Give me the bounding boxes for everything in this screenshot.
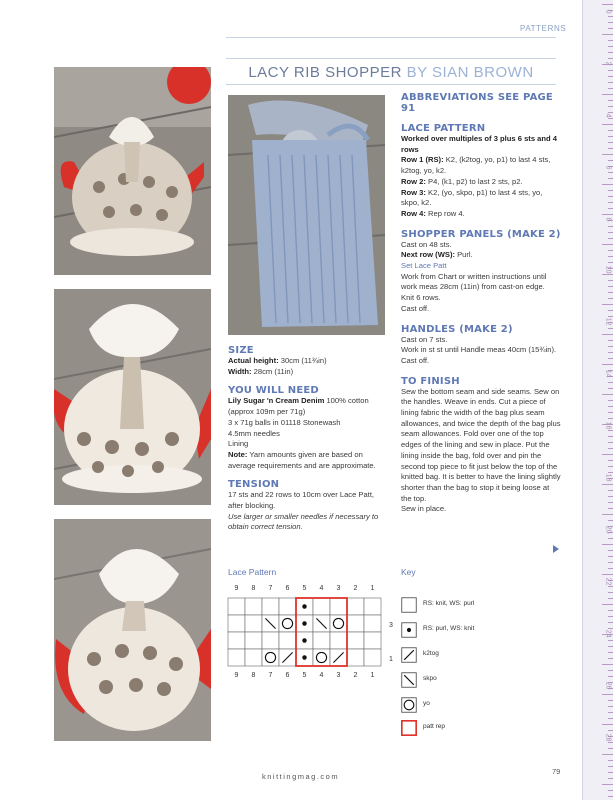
ruler-tick: [602, 124, 613, 125]
ruler-tick: [608, 190, 613, 191]
ruler-tick: [608, 766, 613, 767]
chart-col-number-top: 5: [302, 585, 307, 592]
ruler-tick: [608, 250, 613, 251]
handles-heading: HANDLES (MAKE 2): [401, 323, 513, 335]
chart-cell: [245, 649, 262, 666]
ruler-tick: [608, 298, 613, 299]
row4-label: Row 4:: [401, 208, 426, 218]
ruler-tick: [608, 418, 613, 419]
ruler-tick: [602, 184, 613, 185]
ruler-tick: [602, 364, 613, 365]
ruler-tick: [608, 82, 613, 83]
ruler-tick: [602, 574, 613, 575]
purl-dot-icon: [407, 628, 411, 632]
chart-cell: [279, 632, 296, 649]
ruler-tick: [608, 28, 613, 29]
ruler-tick: [608, 448, 613, 449]
ruler-tick: [602, 274, 613, 275]
ruler-tick: [608, 100, 613, 101]
key-item: [401, 672, 561, 688]
chart-cell: [313, 598, 330, 615]
purl-dot-icon: [302, 638, 306, 642]
finish-end: Sew in place.: [401, 504, 447, 514]
key-symbol-circle-icon: [401, 697, 417, 713]
ruler-tick: [602, 754, 613, 755]
ruler-number: 6: [604, 165, 612, 170]
ruler-tick: [608, 136, 613, 137]
page-number: 79: [552, 767, 561, 776]
you-will-need-body: [228, 396, 388, 471]
ruler-tick: [602, 514, 613, 515]
ruler-number: 12: [604, 317, 612, 326]
row4-text: Rep row 4.: [425, 208, 465, 218]
key-item: [401, 622, 561, 638]
ruler-tick: [608, 676, 613, 677]
ruler-tick: [602, 784, 613, 785]
next-row-label: Next row (WS):: [401, 250, 455, 260]
chart-col-number-bottom: 8: [251, 672, 256, 678]
ruler-tick: [602, 394, 613, 395]
row3-label: Row 3:: [401, 187, 426, 197]
handles-cast-on: Cast on 7 sts.: [401, 334, 448, 344]
purl-dot-icon: [302, 655, 306, 659]
key-item: [401, 697, 561, 713]
ruler-number: 16: [604, 421, 612, 430]
panels-cast-off: Cast off.: [401, 303, 430, 313]
ruler-tick: [602, 214, 613, 215]
ruler-tick: [602, 4, 613, 5]
lace-intro: Worked over multiples of 3 plus 6 sts and 4 rows: [401, 134, 557, 154]
ruler-number: 18: [604, 473, 612, 482]
key-symbol-slash_back-icon: [401, 672, 417, 688]
ruler-number: 0: [604, 9, 612, 14]
ruler-tick: [602, 454, 613, 455]
chart-cell: [228, 615, 245, 632]
ruler-tick: [602, 244, 613, 245]
ruler-tick: [608, 598, 613, 599]
photo-tea-cosy-2: [54, 289, 211, 505]
chart-cell: [364, 649, 381, 666]
chart-col-number-bottom: 9: [234, 672, 239, 678]
ruler-tick: [608, 652, 613, 653]
chart-cell: [245, 632, 262, 649]
chart-col-number-top: 1: [370, 585, 375, 592]
ruler-tick: [608, 172, 613, 173]
ruler-tick: [608, 22, 613, 23]
panels-cast-on: Cast on 48 sts.: [401, 239, 452, 249]
ruler-tick: [608, 238, 613, 239]
tension-heading: TENSION: [228, 479, 280, 491]
key-symbol-dot-icon: [401, 622, 417, 638]
chart-col-number-top: 9: [234, 585, 239, 592]
ruler-tick: [608, 340, 613, 341]
finish-heading: TO FINISH: [401, 375, 460, 387]
ruler-tick: [608, 796, 613, 797]
ruler-tick: [608, 556, 613, 557]
ruler-tick: [608, 640, 613, 641]
finish-text: Sew the bottom seam and side seams. Sew on the handles. Weave in ends. Cut a piece of lining fabric the width of the bag plus seam allowances, and twice the depth of the bag plus seam allowances. Fold over one of the top edges of the lining and sew in place. Put the lining inside the bag, fold over and pin the second top piece to fit just below the top of the knitted bag. It is better to have the lining slightly shorter than the bag to stop it being loose at the top.: [401, 386, 561, 503]
ruler-tick: [608, 118, 613, 119]
ruler-tick: [608, 502, 613, 503]
chart-cell: [347, 615, 364, 632]
ruler-tick: [608, 562, 613, 563]
key-symbol-slash-icon: [401, 647, 417, 663]
chart-cell: [279, 615, 296, 632]
ruler-tick: [608, 346, 613, 347]
ruler-tick: [608, 718, 613, 719]
panels-work: Work from Chart or written instructions until work meas 28cm (11in) from cast-on edge.: [401, 271, 547, 292]
key-box: [402, 598, 417, 613]
chart-cell: [347, 649, 364, 666]
ruler-tick: [608, 202, 613, 203]
ruler-tick: [608, 616, 613, 617]
chart-cell: [313, 649, 330, 666]
ruler-number: 26: [604, 681, 612, 690]
ruler-tick: [608, 538, 613, 539]
ruler-tick: [608, 610, 613, 611]
ruler-tick: [608, 208, 613, 209]
ruler-tick: [602, 154, 613, 155]
ruler-tick: [608, 412, 613, 413]
ruler-tick: [608, 760, 613, 761]
chart-cell: [330, 615, 347, 632]
row2-text: P4, (k1, p2) to last 2 sts, p2.: [425, 176, 523, 186]
key-label: yo: [423, 700, 430, 707]
ruler-tick: [608, 292, 613, 293]
size-width-label: Width:: [228, 366, 252, 376]
chart-col-number-bottom: 5: [302, 672, 307, 678]
chart-col-number-top: 7: [268, 585, 273, 592]
ruler-tick: [602, 694, 613, 695]
ruler-tick: [608, 406, 613, 407]
photo-tea-cosy-3: [54, 519, 211, 741]
title-rule-bottom: [226, 84, 556, 85]
note-label: Note:: [228, 449, 248, 459]
lace-heading: LACE PATTERN: [401, 123, 486, 134]
key-label: RS: purl, WS: knit: [423, 625, 475, 632]
photo-shopper-bag: [228, 95, 385, 335]
chart-cell: [228, 598, 245, 615]
key-label: skpo: [423, 675, 437, 682]
chart-col-number-top: 6: [285, 585, 290, 592]
ruler-tick: [608, 52, 613, 53]
chart-col-number-bottom: 3: [336, 672, 341, 678]
yarn-balls: 3 x 71g balls in 01118 Stonewash: [228, 417, 341, 427]
column-left: [228, 345, 388, 533]
ruler-tick: [608, 778, 613, 779]
lining: Lining: [228, 439, 249, 449]
ruler-tick: [608, 442, 613, 443]
side-ruler: [582, 0, 613, 800]
header-rule: [226, 37, 556, 38]
chart-cell: [364, 615, 381, 632]
handles-body: [401, 335, 561, 367]
ruler-tick: [608, 382, 613, 383]
ruler-tick: [608, 490, 613, 491]
ruler-tick: [608, 706, 613, 707]
ruler-tick: [608, 670, 613, 671]
purl-dot-icon: [302, 604, 306, 608]
ruler-tick: [608, 130, 613, 131]
chart-cell: [347, 598, 364, 615]
ruler-tick: [608, 586, 613, 587]
ruler-tick: [608, 46, 613, 47]
key-symbol-blank-icon: [401, 597, 417, 613]
ruler-tick: [608, 712, 613, 713]
ruler-tick: [608, 508, 613, 509]
size-heading: SIZE: [228, 345, 254, 356]
chart-row-number: 1: [389, 656, 393, 663]
row2-label: Row 2:: [401, 176, 426, 186]
ruler-tick: [608, 142, 613, 143]
ruler-tick: [608, 352, 613, 353]
lace-body: [401, 134, 561, 220]
ruler-tick: [608, 40, 613, 41]
ruler-tick: [608, 772, 613, 773]
ruler-tick: [608, 748, 613, 749]
ruler-tick: [608, 280, 613, 281]
ruler-tick: [602, 724, 613, 725]
yarn-detail: 100% cotton (approx 109m per 71g): [228, 396, 369, 417]
key-item: [401, 720, 561, 736]
needles: 4.5mm needles: [228, 428, 280, 438]
ruler-tick: [602, 544, 613, 545]
chart-col-number-top: 2: [353, 585, 358, 592]
ruler-tick: [602, 604, 613, 605]
ruler-tick: [608, 178, 613, 179]
ruler-tick: [608, 700, 613, 701]
ruler-number: 28: [604, 733, 612, 742]
ruler-tick: [608, 328, 613, 329]
panels-body: [401, 240, 561, 315]
key-box: [402, 721, 417, 736]
chart-col-number-bottom: 4: [319, 672, 324, 678]
size-height-value: 30cm (11¾in): [278, 356, 327, 365]
ruler-tick: [608, 148, 613, 149]
key-title: Key: [401, 567, 416, 577]
chart-col-number-top: 3: [336, 585, 341, 592]
section-label: PATTERNS: [520, 24, 567, 33]
ruler-tick: [608, 16, 613, 17]
ruler-tick: [608, 232, 613, 233]
ruler-number: 4: [604, 113, 612, 118]
ruler-tick: [608, 358, 613, 359]
panels-heading: SHOPPER PANELS (MAKE 2): [401, 228, 561, 240]
pattern-byline: BY SIAN BROWN: [406, 64, 534, 81]
ruler-tick: [608, 790, 613, 791]
chart-col-number-bottom: 1: [370, 672, 375, 678]
ruler-tick: [608, 568, 613, 569]
continue-arrow-icon: [553, 545, 559, 553]
abbreviations-heading: ABBREVIATIONS SEE PAGE 91: [401, 92, 553, 114]
size-width-value: 28cm (11in): [251, 366, 294, 376]
ruler-tick: [602, 304, 613, 305]
chart-cell: [364, 598, 381, 615]
panels-knit: Knit 6 rows.: [401, 293, 441, 303]
handles-cast-off: Cast off.: [401, 355, 430, 365]
ruler-number: 24: [604, 629, 612, 638]
ruler-tick: [608, 466, 613, 467]
handles-work: Work in st st until Handle meas 40cm (15¾in).: [401, 345, 557, 355]
ruler-tick: [608, 622, 613, 623]
chart-cell: [313, 632, 330, 649]
ruler-number: 2: [604, 61, 612, 66]
row3-text: K2, (yo, skpo, p1) to last 4 sts, yo, skpo, k2.: [401, 187, 543, 208]
yarn-name: Lily Sugar 'n Cream Denim: [228, 396, 325, 406]
ruler-tick: [608, 106, 613, 107]
title-rule-top: [226, 58, 556, 59]
chart-col-number-top: 8: [251, 585, 256, 592]
chart-cell: [228, 649, 245, 666]
ruler-number: 20: [604, 525, 612, 534]
ruler-tick: [602, 34, 613, 35]
ruler-tick: [608, 436, 613, 437]
ruler-tick: [608, 430, 613, 431]
ruler-tick: [602, 334, 613, 335]
photo-tea-cosy-1: [54, 67, 211, 275]
ruler-tick: [608, 196, 613, 197]
ruler-tick: [608, 460, 613, 461]
size-body: [228, 356, 388, 377]
chart-cell: [245, 598, 262, 615]
chart-col-number-top: 4: [319, 585, 324, 592]
chart-row-number: 3: [389, 622, 393, 629]
chart-col-number-bottom: 6: [285, 672, 290, 678]
ruler-tick: [608, 742, 613, 743]
ruler-tick: [608, 88, 613, 89]
ruler-tick: [608, 286, 613, 287]
chart-cell: [228, 632, 245, 649]
ruler-number: 10: [604, 265, 612, 274]
ruler-tick: [608, 388, 613, 389]
tension-text: 17 sts and 22 rows to 10cm over Lace Patt, after blocking.: [228, 490, 375, 511]
pattern-title-main: LACY RIB SHOPPER: [248, 64, 402, 81]
column-right: [401, 92, 561, 515]
ruler-tick: [608, 658, 613, 659]
ruler-number: 8: [604, 217, 612, 222]
ruler-tick: [608, 70, 613, 71]
pattern-title: [226, 64, 556, 81]
finish-body: [401, 387, 561, 515]
tension-note: Use larger or smaller needles if necessary to obtain correct tension.: [228, 511, 379, 532]
ruler-tick: [608, 256, 613, 257]
ruler-tick: [608, 496, 613, 497]
ruler-tick: [602, 664, 613, 665]
next-row-text: Purl.: [455, 250, 473, 260]
chart-cell: [330, 632, 347, 649]
chart-cell: [245, 615, 262, 632]
ruler-number: 22: [604, 577, 612, 586]
ruler-tick: [608, 58, 613, 59]
tension-body: [228, 490, 388, 533]
chart-col-number-bottom: 7: [268, 672, 273, 678]
key-item: [401, 647, 561, 663]
size-height-label: Actual height:: [228, 356, 279, 365]
purl-dot-icon: [302, 621, 306, 625]
key-label: RS: knit, WS: purl: [423, 600, 475, 607]
ruler-tick: [608, 550, 613, 551]
chart-cell: [330, 598, 347, 615]
row1-label: Row 1 (RS):: [401, 155, 444, 165]
ruler-tick: [608, 310, 613, 311]
ruler-tick: [608, 592, 613, 593]
ruler-tick: [608, 646, 613, 647]
ruler-tick: [608, 730, 613, 731]
chart-cell: [262, 632, 279, 649]
ruler-tick: [608, 400, 613, 401]
footer-site: knittingmag.com: [262, 772, 340, 781]
set-lace-subheading: Set Lace Patt: [401, 261, 447, 271]
chart-title: Lace Pattern: [228, 567, 277, 577]
ruler-tick: [608, 520, 613, 521]
ruler-tick: [602, 484, 613, 485]
ruler-tick: [608, 76, 613, 77]
key-label: patt rep: [423, 723, 446, 730]
note-text: Yarn amounts given are based on average requirements and are approximate.: [228, 449, 376, 470]
chart-cell: [279, 598, 296, 615]
ruler-number: 14: [604, 369, 612, 378]
you-will-need-heading: YOU WILL NEED: [228, 385, 319, 397]
chart-cell: [364, 632, 381, 649]
chart-cell: [347, 632, 364, 649]
key-symbol-rep-icon: [401, 720, 417, 736]
key-item: [401, 597, 561, 613]
ruler-tick: [608, 160, 613, 161]
chart-cell: [262, 649, 279, 666]
chart-col-number-bottom: 2: [353, 672, 358, 678]
ruler-tick: [602, 94, 613, 95]
key-label: k2tog: [423, 650, 439, 657]
ruler-tick: [608, 226, 613, 227]
row1-text: K2, (k2tog, yo, p1) to last 4 sts, k2tog, yo, k2.: [401, 155, 551, 176]
chart-cell: [262, 598, 279, 615]
ruler-tick: [608, 262, 613, 263]
lace-chart: [226, 578, 396, 678]
